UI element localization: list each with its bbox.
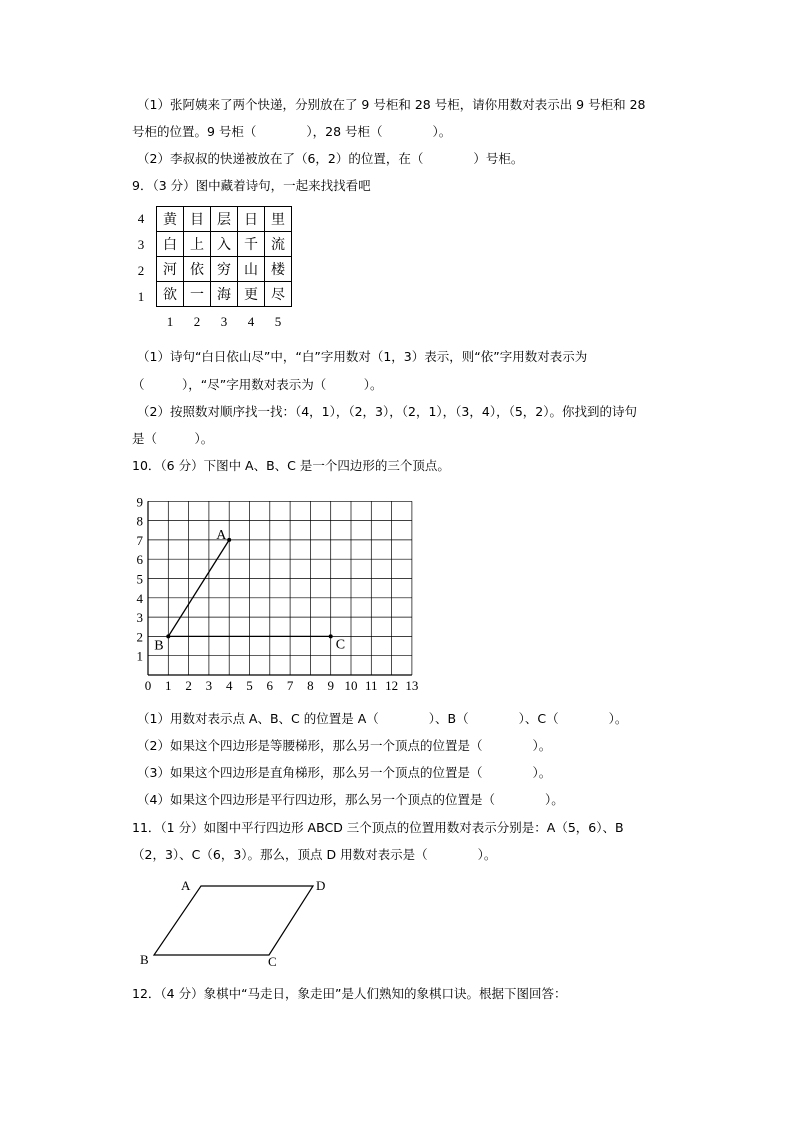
y-tick-label: 3 xyxy=(136,610,143,626)
poem-grid-cell: 欲 xyxy=(156,281,184,307)
x-tick-label: 8 xyxy=(307,678,314,693)
y-tick-label: 9 xyxy=(136,494,143,510)
poem-grid-cell: 日 xyxy=(237,206,265,232)
point-b xyxy=(166,634,170,638)
point-c xyxy=(329,634,333,638)
x-tick-label: 9 xyxy=(327,678,334,693)
q9-part2-line1: （2）按照数对顺序找一找：（4，1），（2，3），（2，1），（3，4），（5，2）。你找到的诗句 xyxy=(137,404,637,419)
vertex-label-a: A xyxy=(181,878,191,893)
y-tick-label: 6 xyxy=(136,552,143,568)
q9-title: 9．（3 分）图中藏着诗句，一起来找找看吧 xyxy=(132,178,371,193)
q9-part1-line2: （ ），“尽”字用数对表示为（ ）。 xyxy=(132,377,383,392)
x-tick-label: 12 xyxy=(385,678,399,693)
poem-grid-cell: 千 xyxy=(237,231,265,257)
y-tick-label: 8 xyxy=(136,513,143,529)
poem-grid-cell: 依 xyxy=(183,256,211,282)
vertex-label-b: B xyxy=(140,952,149,967)
q9-part2-line2: 是（ ）。 xyxy=(132,431,214,446)
poem-grid xyxy=(134,204,324,329)
poem-grid-cell: 黄 xyxy=(156,206,184,232)
point-label-a: A xyxy=(216,527,227,543)
poem-grid-cell: 河 xyxy=(156,256,184,282)
poem-grid-row-label: 1 xyxy=(137,289,145,304)
y-tick-label: 4 xyxy=(136,590,143,606)
coordinate-grid-chart xyxy=(130,484,430,699)
poem-grid-col-label: 5 xyxy=(274,314,282,329)
x-tick-label: 2 xyxy=(185,678,192,693)
poem-grid-row-label: 4 xyxy=(137,211,145,226)
y-tick-label: 7 xyxy=(136,532,143,548)
point-a xyxy=(227,538,231,542)
q8-part2: （2）李叔叔的快递被放在了（6，2）的位置，在（ ）号柜。 xyxy=(137,151,524,166)
q8-part1-line2: 号柜的位置。9 号柜（ ），28 号柜（ ）。 xyxy=(132,124,452,139)
poem-grid-col-label: 3 xyxy=(220,314,228,329)
poem-grid-cell: 一 xyxy=(183,281,211,307)
q8-part1-line1: （1）张阿姨来了两个快递，分别放在了 9 号柜和 28 号柜，请你用数对表示出 9 号柜和 28 xyxy=(137,97,646,112)
poem-grid-cell: 目 xyxy=(183,206,211,232)
x-tick-label: 7 xyxy=(286,678,294,693)
poem-grid-row-label: 2 xyxy=(137,263,145,278)
poem-grid-col-label: 1 xyxy=(166,314,174,329)
q10-part1: （1）用数对表示点 A、B、C 的位置是 A（ ）、B（ ）、C（ ）。 xyxy=(137,711,628,726)
q10-part4: （4）如果这个四边形是平行四边形，那么另一个顶点的位置是（ ）。 xyxy=(137,792,564,807)
parallelogram-shape xyxy=(154,886,313,955)
q11-line2: （2，3）、C（6，3）。那么，顶点 D 用数对表示是（ ）。 xyxy=(132,847,497,862)
poem-grid-cell: 上 xyxy=(183,231,211,257)
q9-part1-line1: （1）诗句“白日依山尽”中，“白”字用数对（1，3）表示，则“依”字用数对表示为 xyxy=(137,349,588,364)
x-tick-label: 1 xyxy=(165,678,172,693)
poem-grid-cell: 更 xyxy=(237,281,265,307)
point-label-b: B xyxy=(154,638,164,654)
q11-line1: 11．（1 分）如图中平行四边形 ABCD 三个顶点的位置用数对表示分别是：A（5，6）、B xyxy=(132,820,624,835)
poem-grid-col-label: 2 xyxy=(193,314,201,329)
poem-grid-row-label: 3 xyxy=(137,237,145,252)
x-tick-label: 0 xyxy=(144,678,152,693)
poem-grid-cell: 尽 xyxy=(264,281,292,307)
poem-grid-cell: 穷 xyxy=(210,256,238,282)
x-tick-label: 5 xyxy=(246,678,253,693)
segment-ab xyxy=(168,540,229,637)
q10-part2: （2）如果这个四边形是等腰梯形，那么另一个顶点的位置是（ ）。 xyxy=(137,738,552,753)
x-tick-label: 4 xyxy=(225,678,233,693)
vertex-label-d: D xyxy=(316,878,326,893)
q10-title: 10．（6 分）下图中 A、B、C 是一个四边形的三个顶点。 xyxy=(132,458,450,473)
q12-line1: 12．（4 分）象棋中“马走日，象走田”是人们熟知的象棋口诀。根据下图回答： xyxy=(132,986,567,1001)
poem-grid-cell: 楼 xyxy=(264,256,292,282)
poem-grid-col-label: 4 xyxy=(247,314,255,329)
x-tick-label: 3 xyxy=(205,678,213,693)
poem-grid-cell: 白 xyxy=(156,231,184,257)
poem-grid-cell: 山 xyxy=(237,256,265,282)
poem-grid-cell: 层 xyxy=(210,206,238,232)
poem-grid-cell: 流 xyxy=(264,231,292,257)
x-tick-label: 6 xyxy=(266,678,274,693)
poem-grid-cell: 海 xyxy=(210,281,238,307)
x-tick-label: 13 xyxy=(405,678,419,693)
x-tick-label: 10 xyxy=(344,678,358,693)
poem-grid-cell: 入 xyxy=(210,231,238,257)
q10-part3: （3）如果这个四边形是直角梯形，那么另一个顶点的位置是（ ）。 xyxy=(137,765,552,780)
poem-grid-cell: 里 xyxy=(264,206,292,232)
y-tick-label: 1 xyxy=(136,648,143,664)
point-label-c: C xyxy=(335,637,346,653)
vertex-label-c: C xyxy=(268,954,277,969)
y-tick-label: 2 xyxy=(136,629,143,645)
y-tick-label: 5 xyxy=(136,571,143,587)
parallelogram-figure xyxy=(135,875,345,970)
x-tick-label: 11 xyxy=(365,678,378,693)
